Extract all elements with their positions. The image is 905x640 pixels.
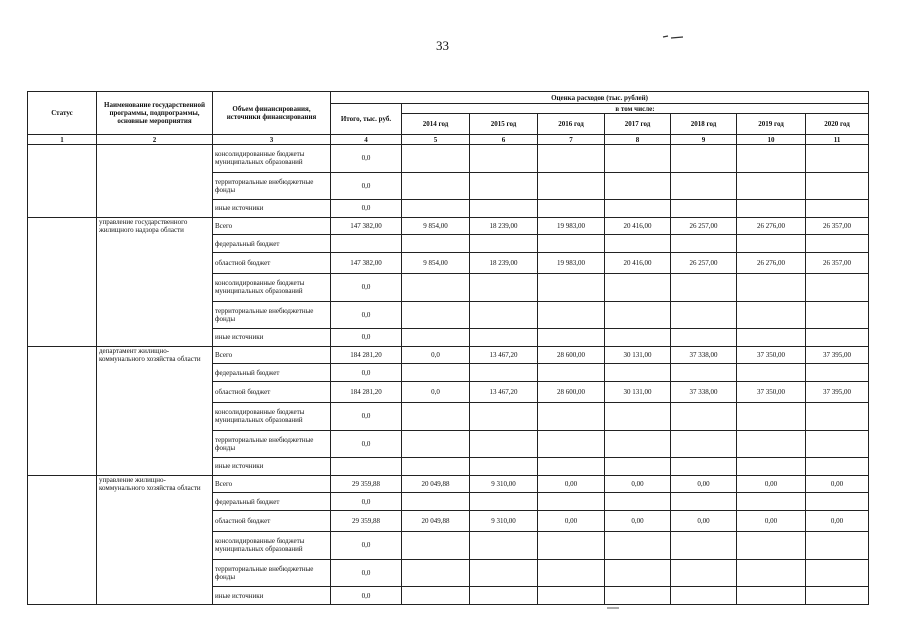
year-value <box>737 587 806 605</box>
year-value: 0,00 <box>671 475 737 493</box>
year-value <box>402 587 470 605</box>
year-value: 37 395,00 <box>806 382 869 403</box>
year-value: 26 257,00 <box>671 253 737 274</box>
year-value <box>538 458 605 476</box>
year-value <box>806 329 869 347</box>
year-value <box>671 172 737 200</box>
year-value: 20 049,88 <box>402 511 470 532</box>
year-value <box>737 458 806 476</box>
year-value <box>806 145 869 173</box>
year-value <box>671 532 737 560</box>
total-value: 0,0 <box>331 364 402 382</box>
year-value <box>470 587 538 605</box>
funding-source: областной бюджет <box>213 253 331 274</box>
funding-source: областной бюджет <box>213 382 331 403</box>
year-value: 0,00 <box>538 511 605 532</box>
year-value: 9 310,00 <box>470 475 538 493</box>
column-number: 3 <box>213 135 331 145</box>
column-number: 10 <box>737 135 806 145</box>
year-value <box>402 458 470 476</box>
year-value <box>605 559 671 587</box>
year-value <box>605 329 671 347</box>
column-number: 11 <box>806 135 869 145</box>
year-value <box>671 329 737 347</box>
total-value: 0,0 <box>331 430 402 458</box>
funding-source: Всего <box>213 217 331 235</box>
year-value <box>737 301 806 329</box>
year-value <box>538 301 605 329</box>
year-value <box>402 559 470 587</box>
year-value <box>470 559 538 587</box>
column-number: 4 <box>331 135 402 145</box>
year-value <box>806 493 869 511</box>
year-value <box>806 403 869 431</box>
year-value <box>402 145 470 173</box>
year-value <box>737 145 806 173</box>
year-value <box>671 587 737 605</box>
header-year: 2015 год <box>470 114 538 135</box>
year-value <box>737 532 806 560</box>
year-value <box>538 403 605 431</box>
table-row <box>28 346 869 364</box>
year-value <box>806 172 869 200</box>
funding-source: федеральный бюджет <box>213 364 331 382</box>
year-value <box>538 532 605 560</box>
year-value <box>737 329 806 347</box>
header-year: 2016 год <box>538 114 605 135</box>
funding-source: территориальные внебюджетные фонды <box>213 430 331 458</box>
year-value: 0,0 <box>402 382 470 403</box>
header-year: 2020 год <box>806 114 869 135</box>
year-value: 9 310,00 <box>470 511 538 532</box>
year-value <box>470 364 538 382</box>
year-value: 0,00 <box>671 511 737 532</box>
year-value <box>605 493 671 511</box>
year-value: 0,0 <box>402 346 470 364</box>
year-value: 0,00 <box>737 511 806 532</box>
year-value <box>538 493 605 511</box>
year-value <box>605 235 671 253</box>
year-value <box>605 403 671 431</box>
year-value <box>402 430 470 458</box>
header-status: Статус <box>28 92 97 135</box>
year-value <box>470 172 538 200</box>
year-value <box>806 200 869 218</box>
responsible-executor <box>97 145 213 218</box>
table-row <box>28 217 869 235</box>
header-year: 2014 год <box>402 114 470 135</box>
year-value: 28 600,00 <box>538 346 605 364</box>
year-value: 20 049,88 <box>402 475 470 493</box>
year-value: 26 257,00 <box>671 217 737 235</box>
year-value: 18 239,00 <box>470 217 538 235</box>
year-value: 30 131,00 <box>605 382 671 403</box>
year-value <box>737 364 806 382</box>
year-value <box>806 559 869 587</box>
year-value <box>605 430 671 458</box>
year-value <box>737 403 806 431</box>
status-cell <box>28 346 97 475</box>
funding-source: федеральный бюджет <box>213 235 331 253</box>
year-value: 26 276,00 <box>737 217 806 235</box>
column-number: 8 <box>605 135 671 145</box>
header-funding: Объем финансирования, источники финансирования <box>213 92 331 135</box>
funding-source: территориальные внебюджетные фонды <box>213 301 331 329</box>
total-value: 0,0 <box>331 301 402 329</box>
year-value <box>538 235 605 253</box>
year-value <box>806 458 869 476</box>
year-value <box>671 430 737 458</box>
year-value: 26 357,00 <box>806 217 869 235</box>
year-value <box>737 200 806 218</box>
year-value <box>605 301 671 329</box>
year-value <box>737 430 806 458</box>
year-value <box>402 532 470 560</box>
funding-source: иные источники <box>213 329 331 347</box>
header-year: 2019 год <box>737 114 806 135</box>
responsible-executor: управление жилищно-коммунального хозяйства области <box>97 475 213 604</box>
year-value: 0,00 <box>806 475 869 493</box>
funding-source: Всего <box>213 475 331 493</box>
year-value <box>737 235 806 253</box>
header-including: в том числе: <box>402 104 869 114</box>
year-value <box>737 559 806 587</box>
year-value: 0,00 <box>737 475 806 493</box>
year-value <box>470 145 538 173</box>
year-value <box>605 458 671 476</box>
funding-source: консолидированные бюджеты муниципальных образований <box>213 145 331 173</box>
total-value: 0,0 <box>331 493 402 511</box>
header-year: 2018 год <box>671 114 737 135</box>
total-value: 0,0 <box>331 559 402 587</box>
total-value: 29 359,88 <box>331 475 402 493</box>
year-value <box>470 235 538 253</box>
header-program: Наименование государственной программы, подпрограммы, основные мероприятия <box>97 92 213 135</box>
year-value <box>402 329 470 347</box>
year-value <box>605 364 671 382</box>
year-value <box>605 172 671 200</box>
funding-source: территориальные внебюджетные фонды <box>213 559 331 587</box>
year-value <box>605 200 671 218</box>
year-value <box>470 301 538 329</box>
year-value: 19 983,00 <box>538 217 605 235</box>
year-value <box>671 145 737 173</box>
year-value <box>671 403 737 431</box>
total-value: 147 382,00 <box>331 217 402 235</box>
year-value <box>671 364 737 382</box>
year-value: 37 395,00 <box>806 346 869 364</box>
column-number: 1 <box>28 135 97 145</box>
column-number: 2 <box>97 135 213 145</box>
year-value <box>538 329 605 347</box>
year-value <box>605 532 671 560</box>
year-value <box>470 200 538 218</box>
year-value <box>737 274 806 302</box>
year-value: 37 350,00 <box>737 346 806 364</box>
year-value <box>470 532 538 560</box>
year-value: 20 416,00 <box>605 217 671 235</box>
total-value: 0,0 <box>331 274 402 302</box>
page-number: 33 <box>436 38 449 53</box>
year-value: 30 131,00 <box>605 346 671 364</box>
funding-source: консолидированные бюджеты муниципальных образований <box>213 403 331 431</box>
year-value: 0,00 <box>605 511 671 532</box>
year-value: 13 467,20 <box>470 382 538 403</box>
year-value: 37 350,00 <box>737 382 806 403</box>
year-value: 13 467,20 <box>470 346 538 364</box>
year-value <box>402 403 470 431</box>
year-value <box>806 235 869 253</box>
total-value: 0,0 <box>331 532 402 560</box>
total-value: 0,0 <box>331 145 402 173</box>
year-value <box>538 145 605 173</box>
table-row <box>28 145 869 173</box>
responsible-executor: управление государственного жилищного надзора области <box>97 217 213 346</box>
total-value: 0,0 <box>331 587 402 605</box>
total-value: 0,0 <box>331 403 402 431</box>
status-cell <box>28 145 97 218</box>
year-value <box>671 559 737 587</box>
year-value: 26 276,00 <box>737 253 806 274</box>
year-value <box>538 559 605 587</box>
scan-artifact-icon <box>662 33 684 41</box>
year-value <box>538 430 605 458</box>
funding-source: иные источники <box>213 200 331 218</box>
financing-table <box>27 91 869 605</box>
total-value: 0,0 <box>331 329 402 347</box>
year-value: 37 338,00 <box>671 346 737 364</box>
year-value <box>470 274 538 302</box>
year-value <box>402 235 470 253</box>
year-value <box>806 364 869 382</box>
funding-source: консолидированные бюджеты муниципальных образований <box>213 532 331 560</box>
funding-source: Всего <box>213 346 331 364</box>
year-value <box>402 493 470 511</box>
year-value <box>806 430 869 458</box>
year-value: 0,00 <box>605 475 671 493</box>
year-value: 20 416,00 <box>605 253 671 274</box>
year-value: 26 357,00 <box>806 253 869 274</box>
header-estimate: Оценка расходов (тыс. рублей) <box>331 92 869 104</box>
column-number: 7 <box>538 135 605 145</box>
year-value <box>470 493 538 511</box>
year-value: 9 854,00 <box>402 253 470 274</box>
total-value: 29 359,88 <box>331 511 402 532</box>
total-value: 0,0 <box>331 200 402 218</box>
scan-artifact-icon <box>606 604 620 612</box>
year-value <box>538 587 605 605</box>
header-total: Итого, тыс. руб. <box>331 104 402 135</box>
funding-source: иные источники <box>213 458 331 476</box>
year-value <box>806 532 869 560</box>
total-value: 184 281,20 <box>331 382 402 403</box>
year-value <box>470 430 538 458</box>
year-value <box>671 274 737 302</box>
funding-source: территориальные внебюджетные фонды <box>213 172 331 200</box>
year-value <box>470 329 538 347</box>
funding-source: консолидированные бюджеты муниципальных образований <box>213 274 331 302</box>
year-value <box>402 200 470 218</box>
year-value <box>470 458 538 476</box>
year-value: 0,00 <box>806 511 869 532</box>
year-value: 0,00 <box>538 475 605 493</box>
responsible-executor: департамент жилищно-коммунального хозяйства области <box>97 346 213 475</box>
year-value <box>605 587 671 605</box>
year-value: 37 338,00 <box>671 382 737 403</box>
year-value <box>402 274 470 302</box>
column-number: 9 <box>671 135 737 145</box>
table-row <box>28 475 869 493</box>
funding-source: федеральный бюджет <box>213 493 331 511</box>
header-year: 2017 год <box>605 114 671 135</box>
year-value: 9 854,00 <box>402 217 470 235</box>
year-value <box>737 493 806 511</box>
year-value <box>806 274 869 302</box>
year-value <box>402 364 470 382</box>
funding-source: областной бюджет <box>213 511 331 532</box>
total-value: 147 382,00 <box>331 253 402 274</box>
status-cell <box>28 217 97 346</box>
year-value <box>470 403 538 431</box>
year-value: 28 600,00 <box>538 382 605 403</box>
year-value <box>671 458 737 476</box>
column-number: 6 <box>470 135 538 145</box>
total-value <box>331 458 402 476</box>
year-value <box>605 145 671 173</box>
year-value <box>806 587 869 605</box>
year-value <box>538 364 605 382</box>
funding-source: иные источники <box>213 587 331 605</box>
column-number: 5 <box>402 135 470 145</box>
total-value: 184 281,20 <box>331 346 402 364</box>
year-value: 19 983,00 <box>538 253 605 274</box>
total-value <box>331 235 402 253</box>
year-value <box>538 200 605 218</box>
year-value <box>402 301 470 329</box>
year-value <box>538 172 605 200</box>
year-value <box>605 274 671 302</box>
year-value <box>737 172 806 200</box>
year-value: 18 239,00 <box>470 253 538 274</box>
year-value <box>671 235 737 253</box>
year-value <box>671 493 737 511</box>
year-value <box>671 301 737 329</box>
year-value <box>538 274 605 302</box>
year-value <box>671 200 737 218</box>
total-value: 0,0 <box>331 172 402 200</box>
year-value <box>402 172 470 200</box>
status-cell <box>28 475 97 604</box>
year-value <box>806 301 869 329</box>
